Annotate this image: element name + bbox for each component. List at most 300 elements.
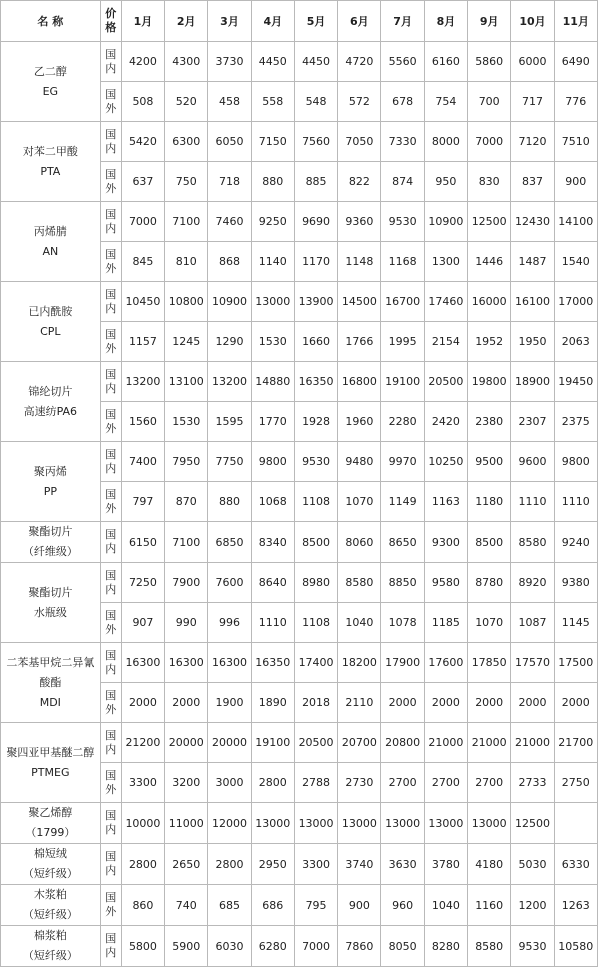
price-value-cell: 900 <box>338 885 381 926</box>
product-name-cell <box>1 563 101 643</box>
price-value-cell: 2000 <box>424 683 467 723</box>
price-value-cell: 8580 <box>468 926 511 967</box>
price-value-cell: 2750 <box>554 763 597 803</box>
month-header: 7月 <box>381 1 424 42</box>
price-value-cell: 3300 <box>294 844 337 885</box>
price-value-cell: 9250 <box>251 202 294 242</box>
price-value-cell: 874 <box>381 162 424 202</box>
price-value-cell: 10450 <box>121 282 164 322</box>
price-value-cell: 1145 <box>554 603 597 643</box>
price-value-cell: 2733 <box>511 763 554 803</box>
product-name-cell <box>1 522 101 563</box>
price-value-cell: 7510 <box>554 122 597 162</box>
price-value-cell: 4180 <box>468 844 511 885</box>
price-value-cell: 2950 <box>251 844 294 885</box>
price-value-cell: 900 <box>554 162 597 202</box>
price-type-header: 价格 <box>100 1 121 42</box>
price-value-cell: 548 <box>294 82 337 122</box>
price-value-cell: 2800 <box>121 844 164 885</box>
price-value-cell: 754 <box>424 82 467 122</box>
price-value-cell: 13000 <box>251 282 294 322</box>
price-value-cell: 797 <box>121 482 164 522</box>
price-value-cell: 458 <box>208 82 251 122</box>
price-value-cell: 2420 <box>424 402 467 442</box>
price-value-cell: 12000 <box>208 803 251 844</box>
price-value-cell: 9800 <box>251 442 294 482</box>
price-type-cell: 国内 <box>100 282 121 322</box>
price-value-cell: 960 <box>381 885 424 926</box>
price-value-cell: 10250 <box>424 442 467 482</box>
product-name-line: （纤维级） <box>22 545 78 558</box>
price-value-cell: 1070 <box>338 482 381 522</box>
price-value-cell: 2018 <box>294 683 337 723</box>
price-value-cell: 1157 <box>121 322 164 362</box>
price-value-cell: 740 <box>165 885 208 926</box>
price-value-cell: 2380 <box>468 402 511 442</box>
price-value-cell: 9300 <box>424 522 467 563</box>
price-type-cell: 国内 <box>100 643 121 683</box>
price-value-cell: 17900 <box>381 643 424 683</box>
price-value-cell: 7100 <box>165 202 208 242</box>
price-value-cell: 558 <box>251 82 294 122</box>
price-value-cell: 7860 <box>338 926 381 967</box>
price-value-cell: 718 <box>208 162 251 202</box>
table-row <box>1 563 598 603</box>
table-row <box>1 803 598 844</box>
price-value-cell: 4450 <box>294 42 337 82</box>
price-value-cell: 1087 <box>511 603 554 643</box>
price-value-cell: 7120 <box>511 122 554 162</box>
product-name-cell <box>1 926 101 967</box>
price-value-cell: 12500 <box>468 202 511 242</box>
month-header: 10月 <box>511 1 554 42</box>
price-value-cell: 19100 <box>381 362 424 402</box>
price-value-cell: 2000 <box>165 683 208 723</box>
price-value-cell: 13000 <box>381 803 424 844</box>
price-value-cell: 7330 <box>381 122 424 162</box>
price-value-cell: 3300 <box>121 763 164 803</box>
price-value-cell <box>554 803 597 844</box>
price-value-cell: 17600 <box>424 643 467 683</box>
table-row <box>1 202 598 242</box>
price-value-cell: 7750 <box>208 442 251 482</box>
product-name-cell <box>1 723 101 803</box>
price-value-cell: 2000 <box>554 683 597 723</box>
price-value-cell: 1660 <box>294 322 337 362</box>
price-value-cell: 9240 <box>554 522 597 563</box>
price-type-cell: 国内 <box>100 844 121 885</box>
price-value-cell: 1148 <box>338 242 381 282</box>
price-value-cell: 9600 <box>511 442 554 482</box>
price-value-cell: 572 <box>338 82 381 122</box>
product-name-cell <box>1 282 101 362</box>
price-value-cell: 8580 <box>511 522 554 563</box>
product-name-line: 乙二醇 <box>33 64 67 78</box>
price-value-cell: 2063 <box>554 322 597 362</box>
price-value-cell: 13900 <box>294 282 337 322</box>
price-value-cell: 8980 <box>294 563 337 603</box>
price-value-cell: 13000 <box>294 803 337 844</box>
price-value-cell: 2650 <box>165 844 208 885</box>
price-value-cell: 10800 <box>165 282 208 322</box>
product-name-line: 已内酰胺 <box>28 304 73 318</box>
price-value-cell: 20700 <box>338 723 381 763</box>
product-name-line: 聚乙烯醇 <box>28 806 73 819</box>
table-row <box>1 362 598 402</box>
price-value-cell: 2700 <box>424 763 467 803</box>
price-value-cell: 8580 <box>338 563 381 603</box>
price-value-cell: 9500 <box>468 442 511 482</box>
product-name-cell <box>1 362 101 442</box>
price-value-cell: 520 <box>165 82 208 122</box>
price-type-cell: 国内 <box>100 723 121 763</box>
price-value-cell: 868 <box>208 242 251 282</box>
price-value-cell: 17570 <box>511 643 554 683</box>
price-value-cell: 2800 <box>208 844 251 885</box>
price-value-cell: 776 <box>554 82 597 122</box>
price-type-cell: 国外 <box>100 885 121 926</box>
price-value-cell: 14880 <box>251 362 294 402</box>
price-value-cell: 10900 <box>424 202 467 242</box>
price-value-cell: 6490 <box>554 42 597 82</box>
price-value-cell: 7560 <box>294 122 337 162</box>
price-value-cell: 13200 <box>208 362 251 402</box>
price-value-cell: 2800 <box>251 763 294 803</box>
price-value-cell: 678 <box>381 82 424 122</box>
price-value-cell: 7460 <box>208 202 251 242</box>
price-value-cell: 3780 <box>424 844 467 885</box>
price-value-cell: 19450 <box>554 362 597 402</box>
price-value-cell: 1960 <box>338 402 381 442</box>
table-row <box>1 643 598 683</box>
price-value-cell: 1110 <box>511 482 554 522</box>
price-value-cell: 7950 <box>165 442 208 482</box>
product-name-line: 二苯基甲烷二异氰酸酯 <box>6 655 95 689</box>
price-value-cell: 16700 <box>381 282 424 322</box>
price-value-cell: 7900 <box>165 563 208 603</box>
month-header: 1月 <box>121 1 164 42</box>
product-name-cell <box>1 844 101 885</box>
header-row <box>1 1 598 42</box>
price-value-cell: 1170 <box>294 242 337 282</box>
price-value-cell: 9690 <box>294 202 337 242</box>
price-type-cell: 国外 <box>100 683 121 723</box>
price-value-cell: 9530 <box>381 202 424 242</box>
price-value-cell: 2730 <box>338 763 381 803</box>
product-name-line: MDI <box>39 695 61 709</box>
price-value-cell: 6030 <box>208 926 251 967</box>
price-value-cell: 7600 <box>208 563 251 603</box>
price-type-cell: 国内 <box>100 122 121 162</box>
price-value-cell: 2000 <box>511 683 554 723</box>
price-value-cell: 845 <box>121 242 164 282</box>
price-value-cell: 6050 <box>208 122 251 162</box>
price-value-cell: 686 <box>251 885 294 926</box>
price-value-cell: 16350 <box>294 362 337 402</box>
price-value-cell: 3200 <box>165 763 208 803</box>
price-value-cell: 1446 <box>468 242 511 282</box>
price-value-cell: 6150 <box>121 522 164 563</box>
price-value-cell: 16300 <box>121 643 164 683</box>
price-value-cell: 7100 <box>165 522 208 563</box>
price-value-cell: 5860 <box>468 42 511 82</box>
price-value-cell: 18900 <box>511 362 554 402</box>
product-name-line: PTMEG <box>31 765 70 779</box>
price-value-cell: 1070 <box>468 603 511 643</box>
price-value-cell: 11000 <box>165 803 208 844</box>
price-value-cell: 9580 <box>424 563 467 603</box>
price-value-cell: 1290 <box>208 322 251 362</box>
price-value-cell: 16000 <box>468 282 511 322</box>
price-value-cell: 3730 <box>208 42 251 82</box>
price-value-cell: 8650 <box>381 522 424 563</box>
price-value-cell: 13000 <box>468 803 511 844</box>
product-name-line: （短纤级） <box>22 908 78 921</box>
price-value-cell: 2000 <box>468 683 511 723</box>
price-type-cell: 国外 <box>100 603 121 643</box>
price-value-cell: 1068 <box>251 482 294 522</box>
price-value-cell: 12500 <box>511 803 554 844</box>
price-value-cell: 10000 <box>121 803 164 844</box>
price-value-cell: 8500 <box>468 522 511 563</box>
product-name-line: PP <box>43 484 57 498</box>
product-name-line: 水瓶级 <box>33 605 67 619</box>
price-value-cell: 1995 <box>381 322 424 362</box>
product-name-line: （短纤级） <box>22 867 78 880</box>
table-body <box>1 42 598 967</box>
product-name-cell <box>1 42 101 122</box>
price-value-cell: 16100 <box>511 282 554 322</box>
price-value-cell: 9480 <box>338 442 381 482</box>
price-value-cell: 837 <box>511 162 554 202</box>
price-value-cell: 1530 <box>251 322 294 362</box>
price-value-cell: 10900 <box>208 282 251 322</box>
month-header: 2月 <box>165 1 208 42</box>
product-name-cell <box>1 643 101 723</box>
price-value-cell: 9530 <box>511 926 554 967</box>
product-name-line: 丙烯腈 <box>33 224 67 238</box>
price-type-cell: 国外 <box>100 162 121 202</box>
price-value-cell: 8000 <box>424 122 467 162</box>
price-type-cell: 国内 <box>100 803 121 844</box>
price-value-cell: 7000 <box>121 202 164 242</box>
product-name-line: 棉短绒 <box>33 847 67 860</box>
price-value-cell: 1149 <box>381 482 424 522</box>
price-value-cell: 16300 <box>165 643 208 683</box>
price-value-cell: 6300 <box>165 122 208 162</box>
price-value-cell: 17850 <box>468 643 511 683</box>
price-type-cell: 国内 <box>100 442 121 482</box>
price-value-cell: 19100 <box>251 723 294 763</box>
price-value-cell: 2000 <box>381 683 424 723</box>
price-value-cell: 17460 <box>424 282 467 322</box>
price-value-cell: 7000 <box>468 122 511 162</box>
price-value-cell: 822 <box>338 162 381 202</box>
price-value-cell: 5560 <box>381 42 424 82</box>
price-value-cell: 10580 <box>554 926 597 967</box>
price-value-cell: 13000 <box>338 803 381 844</box>
month-header: 6月 <box>338 1 381 42</box>
price-value-cell: 1180 <box>468 482 511 522</box>
price-value-cell: 20000 <box>165 723 208 763</box>
price-value-cell: 21000 <box>424 723 467 763</box>
price-value-cell: 750 <box>165 162 208 202</box>
price-value-cell: 13200 <box>121 362 164 402</box>
product-name-cell <box>1 122 101 202</box>
table-row <box>1 122 598 162</box>
product-name-line: 木浆粕 <box>33 888 67 901</box>
price-value-cell: 1108 <box>294 603 337 643</box>
price-value-cell: 885 <box>294 162 337 202</box>
price-value-cell: 6160 <box>424 42 467 82</box>
price-value-cell: 9970 <box>381 442 424 482</box>
price-value-cell: 7400 <box>121 442 164 482</box>
price-value-cell: 16350 <box>251 643 294 683</box>
name-header: 名 称 <box>1 1 101 42</box>
price-value-cell: 8280 <box>424 926 467 967</box>
price-value-cell: 8850 <box>381 563 424 603</box>
price-value-cell: 2788 <box>294 763 337 803</box>
product-name-cell <box>1 442 101 522</box>
price-type-cell: 国内 <box>100 42 121 82</box>
price-value-cell: 6280 <box>251 926 294 967</box>
price-value-cell: 1770 <box>251 402 294 442</box>
price-value-cell: 880 <box>251 162 294 202</box>
product-name-line: 锦纶切片 <box>28 384 73 398</box>
price-value-cell: 1040 <box>424 885 467 926</box>
price-value-cell: 2110 <box>338 683 381 723</box>
price-value-cell: 20000 <box>208 723 251 763</box>
price-value-cell: 17400 <box>294 643 337 683</box>
price-value-cell: 8640 <box>251 563 294 603</box>
price-value-cell: 3630 <box>381 844 424 885</box>
price-value-cell: 21000 <box>511 723 554 763</box>
price-value-cell: 870 <box>165 482 208 522</box>
table-row <box>1 723 598 763</box>
month-header: 3月 <box>208 1 251 42</box>
price-value-cell: 1950 <box>511 322 554 362</box>
price-value-cell: 1108 <box>294 482 337 522</box>
price-value-cell: 4300 <box>165 42 208 82</box>
product-name-line: CPL <box>40 324 61 338</box>
price-value-cell: 1952 <box>468 322 511 362</box>
price-value-cell: 16300 <box>208 643 251 683</box>
price-type-cell: 国外 <box>100 482 121 522</box>
price-value-cell: 6850 <box>208 522 251 563</box>
price-value-cell: 9530 <box>294 442 337 482</box>
product-name-line: 聚酯切片 <box>28 525 73 538</box>
price-value-cell: 1560 <box>121 402 164 442</box>
price-value-cell: 13000 <box>424 803 467 844</box>
price-value-cell: 4720 <box>338 42 381 82</box>
product-name-line: （1799） <box>25 826 76 839</box>
price-value-cell: 7050 <box>338 122 381 162</box>
price-value-cell: 7250 <box>121 563 164 603</box>
price-value-cell: 1078 <box>381 603 424 643</box>
price-value-cell: 810 <box>165 242 208 282</box>
price-value-cell: 4200 <box>121 42 164 82</box>
product-name-line: 棉浆粕 <box>33 929 67 942</box>
price-value-cell: 1530 <box>165 402 208 442</box>
price-value-cell: 907 <box>121 603 164 643</box>
price-value-cell: 5030 <box>511 844 554 885</box>
price-value-cell: 13000 <box>251 803 294 844</box>
product-name-line: 聚酯切片 <box>28 585 73 599</box>
price-type-cell: 国外 <box>100 82 121 122</box>
price-value-cell: 1540 <box>554 242 597 282</box>
product-name-cell <box>1 803 101 844</box>
price-value-cell: 20500 <box>424 362 467 402</box>
price-value-cell: 5800 <box>121 926 164 967</box>
price-value-cell: 18200 <box>338 643 381 683</box>
table-row <box>1 442 598 482</box>
price-value-cell: 7150 <box>251 122 294 162</box>
price-value-cell: 6330 <box>554 844 597 885</box>
price-type-cell: 国外 <box>100 402 121 442</box>
price-value-cell: 1300 <box>424 242 467 282</box>
price-value-cell: 14100 <box>554 202 597 242</box>
price-value-cell: 1140 <box>251 242 294 282</box>
price-value-cell: 1928 <box>294 402 337 442</box>
price-value-cell: 1200 <box>511 885 554 926</box>
price-value-cell: 21700 <box>554 723 597 763</box>
price-type-cell: 国内 <box>100 926 121 967</box>
price-value-cell: 1110 <box>554 482 597 522</box>
price-value-cell: 880 <box>208 482 251 522</box>
price-value-cell: 21200 <box>121 723 164 763</box>
price-value-cell: 2280 <box>381 402 424 442</box>
product-name-line: （短纤级） <box>22 949 78 962</box>
price-value-cell: 9800 <box>554 442 597 482</box>
price-value-cell: 1040 <box>338 603 381 643</box>
price-value-cell: 8060 <box>338 522 381 563</box>
price-value-cell: 2375 <box>554 402 597 442</box>
product-name-cell <box>1 202 101 282</box>
price-type-cell: 国内 <box>100 362 121 402</box>
price-value-cell: 637 <box>121 162 164 202</box>
price-value-cell: 1595 <box>208 402 251 442</box>
price-value-cell: 717 <box>511 82 554 122</box>
table-row <box>1 885 598 926</box>
product-name-cell <box>1 885 101 926</box>
product-name-line: 高速纺PA6 <box>23 404 78 418</box>
price-value-cell: 12430 <box>511 202 554 242</box>
price-value-cell: 1900 <box>208 683 251 723</box>
price-value-cell: 8780 <box>468 563 511 603</box>
price-value-cell: 795 <box>294 885 337 926</box>
product-name-line: 聚丙烯 <box>33 464 67 478</box>
price-value-cell: 2154 <box>424 322 467 362</box>
table-row <box>1 926 598 967</box>
price-value-cell: 2307 <box>511 402 554 442</box>
price-value-cell: 1168 <box>381 242 424 282</box>
price-value-cell: 8920 <box>511 563 554 603</box>
table-row <box>1 844 598 885</box>
price-value-cell: 950 <box>424 162 467 202</box>
product-name-line: 对苯二甲酸 <box>22 144 78 158</box>
price-value-cell: 8050 <box>381 926 424 967</box>
price-value-cell: 5900 <box>165 926 208 967</box>
month-header: 11月 <box>554 1 597 42</box>
price-value-cell: 830 <box>468 162 511 202</box>
price-type-cell: 国内 <box>100 522 121 563</box>
price-value-cell: 1487 <box>511 242 554 282</box>
month-header: 4月 <box>251 1 294 42</box>
month-header: 5月 <box>294 1 337 42</box>
price-value-cell: 990 <box>165 603 208 643</box>
price-value-cell: 2000 <box>121 683 164 723</box>
price-value-cell: 7000 <box>294 926 337 967</box>
